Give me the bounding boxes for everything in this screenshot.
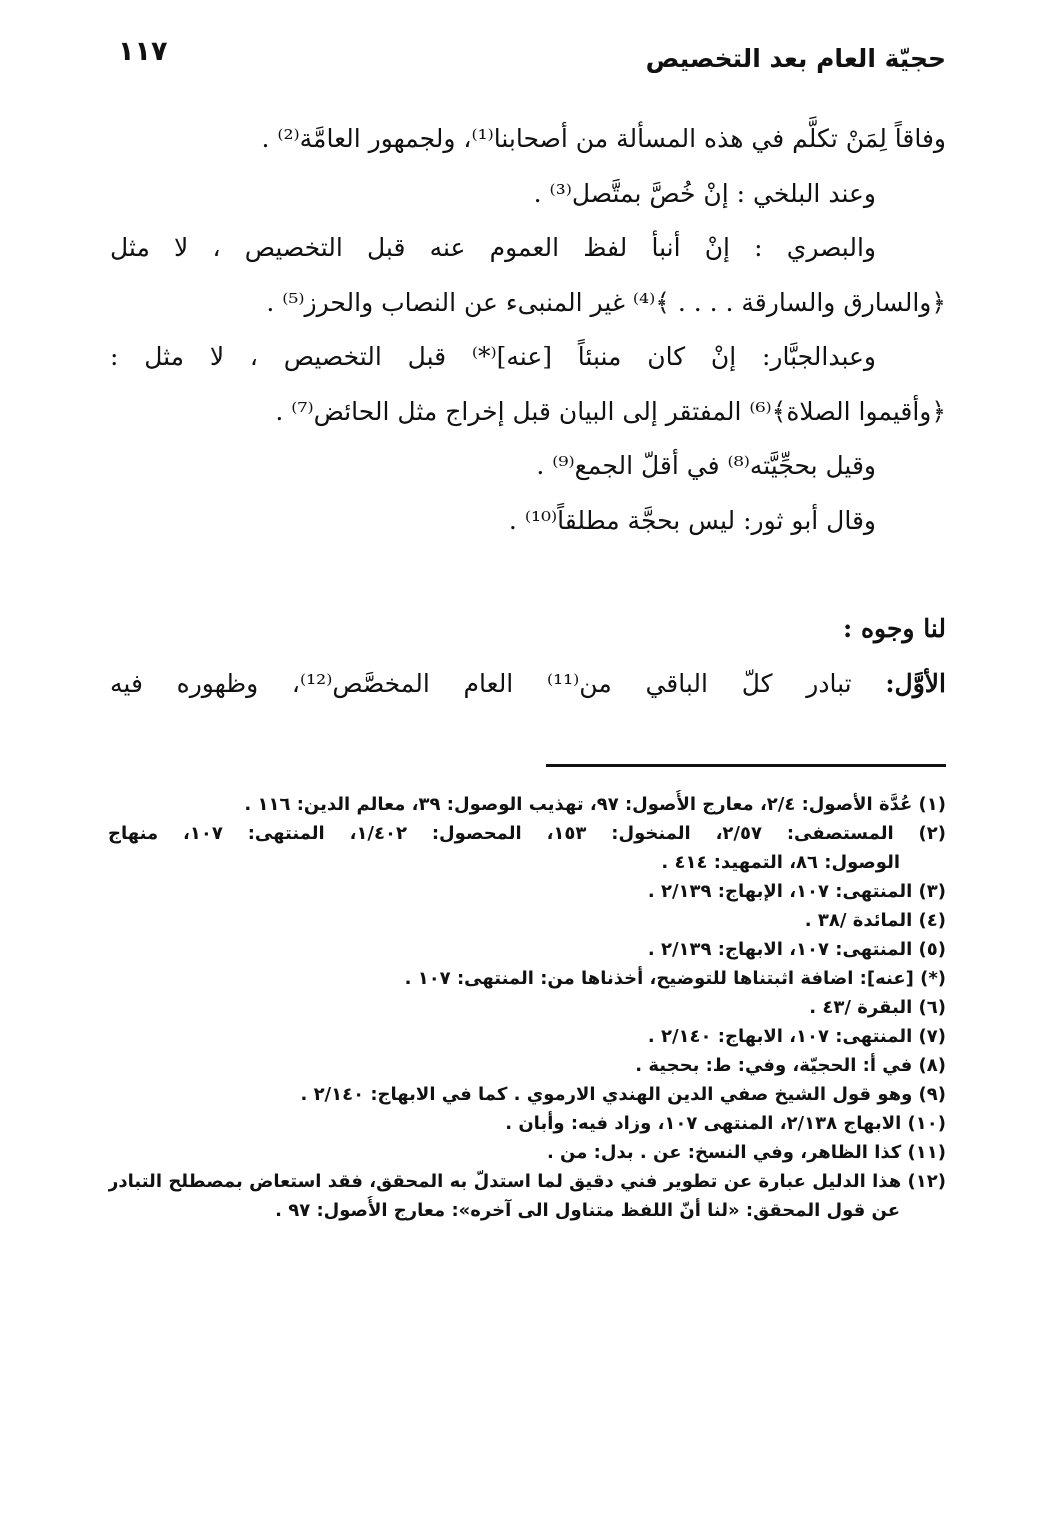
- footnote-continuation: عن قول المحقق: «لنا أنّ اللفظ متناول الى آخره»: معارج الأُصول: ٩٧ .: [275, 1200, 900, 1221]
- main-text: [110, 112, 946, 711]
- section-title: لنا وجوه :: [843, 614, 946, 643]
- body-line: وعند البلخي : إنْ خُصَّ بمتَّصل⁽³⁾ .: [533, 178, 876, 208]
- footnote-divider: [546, 764, 946, 767]
- body-line: وقال أبو ثور: ليس بحجَّة مطلقاً⁽¹⁰⁾ .: [508, 505, 876, 535]
- footnote: (١٢) هذا الدليل عبارة عن تطوير فني دقيق لما استدلّ به المحقق، فقد استعاض بمصطلح التبادر: [108, 1171, 946, 1192]
- footnote: (٢) المستصفى: ٢/٥٧، المنخول: ١٥٣، المحصول: ١/٤٠٢، المنتهى: ١٠٧، منهاج: [108, 823, 946, 844]
- first-argument-term: الأوَّل:: [885, 668, 946, 698]
- footnote: (٦) البقرة /٤٣ .: [809, 997, 946, 1018]
- footnote: (٨) في أ: الحجيّة، وفي: ط: بحجية .: [635, 1055, 946, 1076]
- footnote: (٤) المائدة /٣٨ .: [804, 910, 946, 931]
- footnote: (٧) المنتهى: ١٠٧، الابهاج: ٢/١٤٠ .: [647, 1026, 946, 1047]
- running-title: حجيّة العام بعد التخصيص: [645, 44, 946, 73]
- body-line: وقيل بحجِّيَّته⁽⁸⁾ في أقلّ الجمع⁽⁹⁾ .: [536, 451, 876, 480]
- body-line: وعبدالجبَّار: إنْ كان منبئاً [عنه]⁽*⁾ قبل التخصيص ، لا مثل :: [110, 342, 876, 371]
- footnotes: [108, 790, 946, 1225]
- page-number: ١١٧: [118, 36, 168, 67]
- body-line: ﴿والسارق والسارقة . . . . ﴾⁽⁴⁾ غير المنبىء عن النصاب والحرز⁽⁵⁾ .: [266, 287, 946, 317]
- first-argument-text: تبادر كلّ الباقي من⁽¹¹⁾ العام المخصَّص⁽¹²⁾، وظهوره فيه: [110, 668, 852, 698]
- footnote: (١٠) الابهاج ٢/١٣٨، المنتهى ١٠٧، وزاد فيه: وأبان .: [505, 1113, 946, 1134]
- body-line: وفاقاً لِمَنْ تكلَّم في هذه المسألة من أصحابنا⁽¹⁾، ولجمهور العامَّة⁽²⁾ .: [261, 124, 946, 153]
- body-line: [110, 657, 946, 712]
- footnote: (١١) كذا الظاهر، وفي النسخ: عن . بدل: من .: [546, 1142, 946, 1163]
- footnote-continuation: الوصول: ٨٦، التمهيد: ٤١٤ .: [661, 852, 900, 873]
- footnote: (*) [عنه]: اضافة اثبتناها للتوضيح، أخذناها من: المنتهى: ١٠٧ .: [404, 968, 946, 989]
- footnote: (٥) المنتهى: ١٠٧، الابهاج: ٢/١٣٩ .: [647, 939, 946, 960]
- footnote: (٣) المنتهى: ١٠٧، الإبهاج: ٢/١٣٩ .: [647, 881, 946, 902]
- body-line: والبصري : إنْ أنبأ لفظ العموم عنه قبل التخصيص ، لا مثل: [110, 233, 876, 262]
- body-line: ﴿وأقيموا الصلاة﴾⁽⁶⁾ المفتقر إلى البيان قبل إخراج مثل الحائض⁽⁷⁾ .: [275, 396, 946, 426]
- footnote: (٩) وهو قول الشيخ صفي الدين الهندي الارموي . كما في الابهاج: ٢/١٤٠ .: [300, 1084, 946, 1105]
- footnote: (١) عُدَّة الأصول: ٢/٤، معارج الأُصول: ٩٧، تهذيب الوصول: ٣٩، معالم الدين: ١١٦ .: [244, 794, 946, 815]
